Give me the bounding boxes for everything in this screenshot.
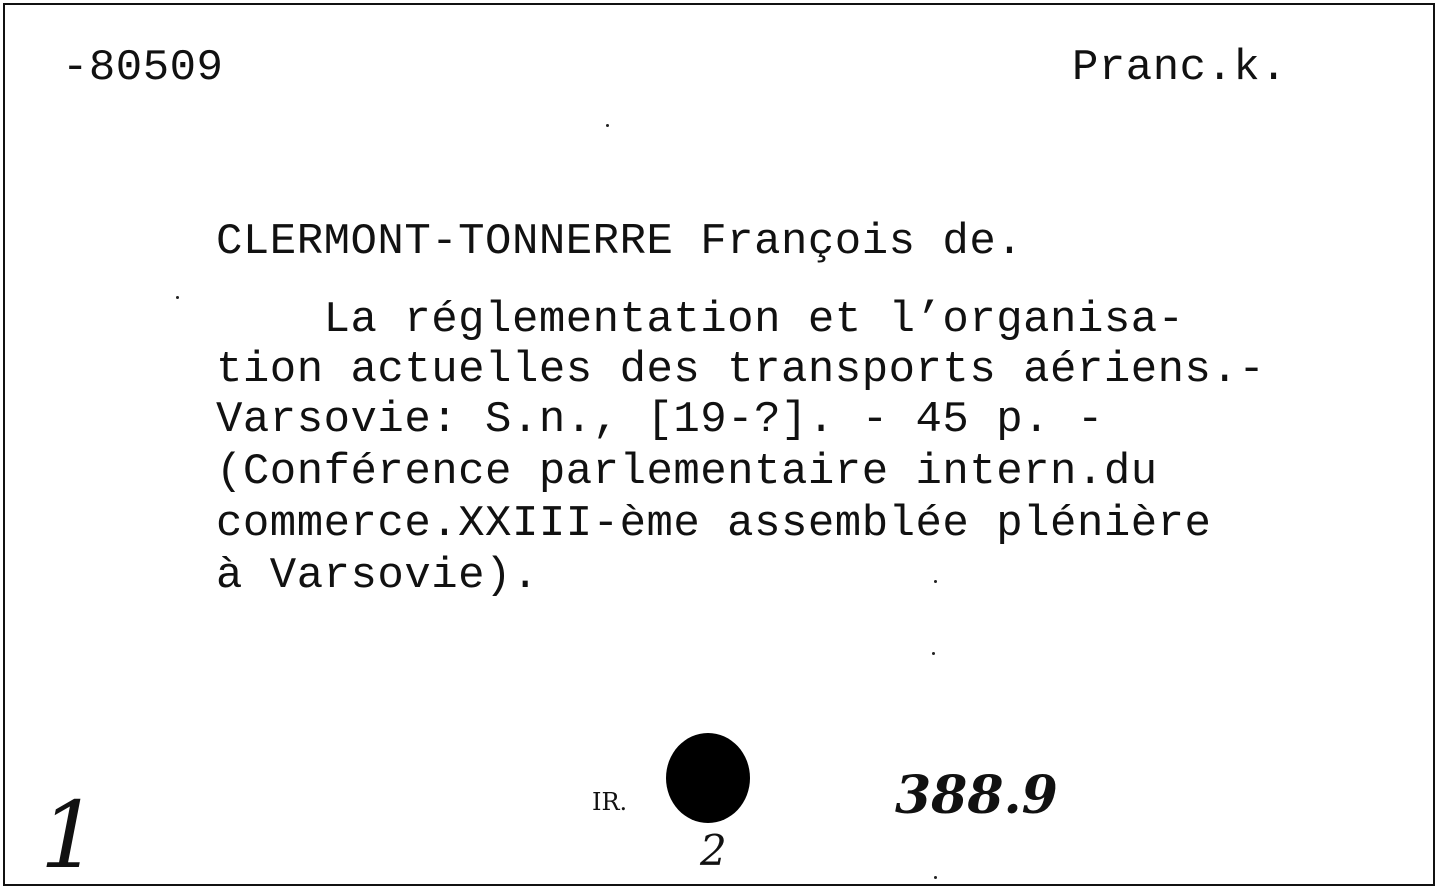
body-line: Varsovie: S.n., [19-?]. - 45 p. - (216, 395, 1104, 445)
speck (934, 876, 937, 879)
location-code: Pranc.k. (1072, 43, 1288, 93)
body-line: tion actuelles des transports aériens.- (216, 345, 1266, 395)
speck (606, 124, 609, 127)
handwritten-classification: 388.9 (895, 765, 1058, 826)
body-line: commerce.XXIII-ème assemblée plénière (216, 499, 1212, 549)
heading-author: CLERMONT-TONNERRE François de. (216, 217, 1024, 267)
body-line: à Varsovie). (216, 551, 539, 601)
speck (176, 296, 179, 299)
handwritten-mark: 2 (700, 826, 727, 875)
punch-hole (666, 733, 750, 823)
speck (932, 652, 935, 655)
body-line: (Conférence parlementaire intern.du (216, 447, 1158, 497)
body-line: La réglementation et l’organisa- (216, 295, 1185, 345)
handwritten-count: 1 (40, 782, 99, 889)
call-number: -80509 (62, 43, 224, 93)
speck (934, 580, 937, 583)
stamp-mark: IR. (592, 788, 628, 816)
